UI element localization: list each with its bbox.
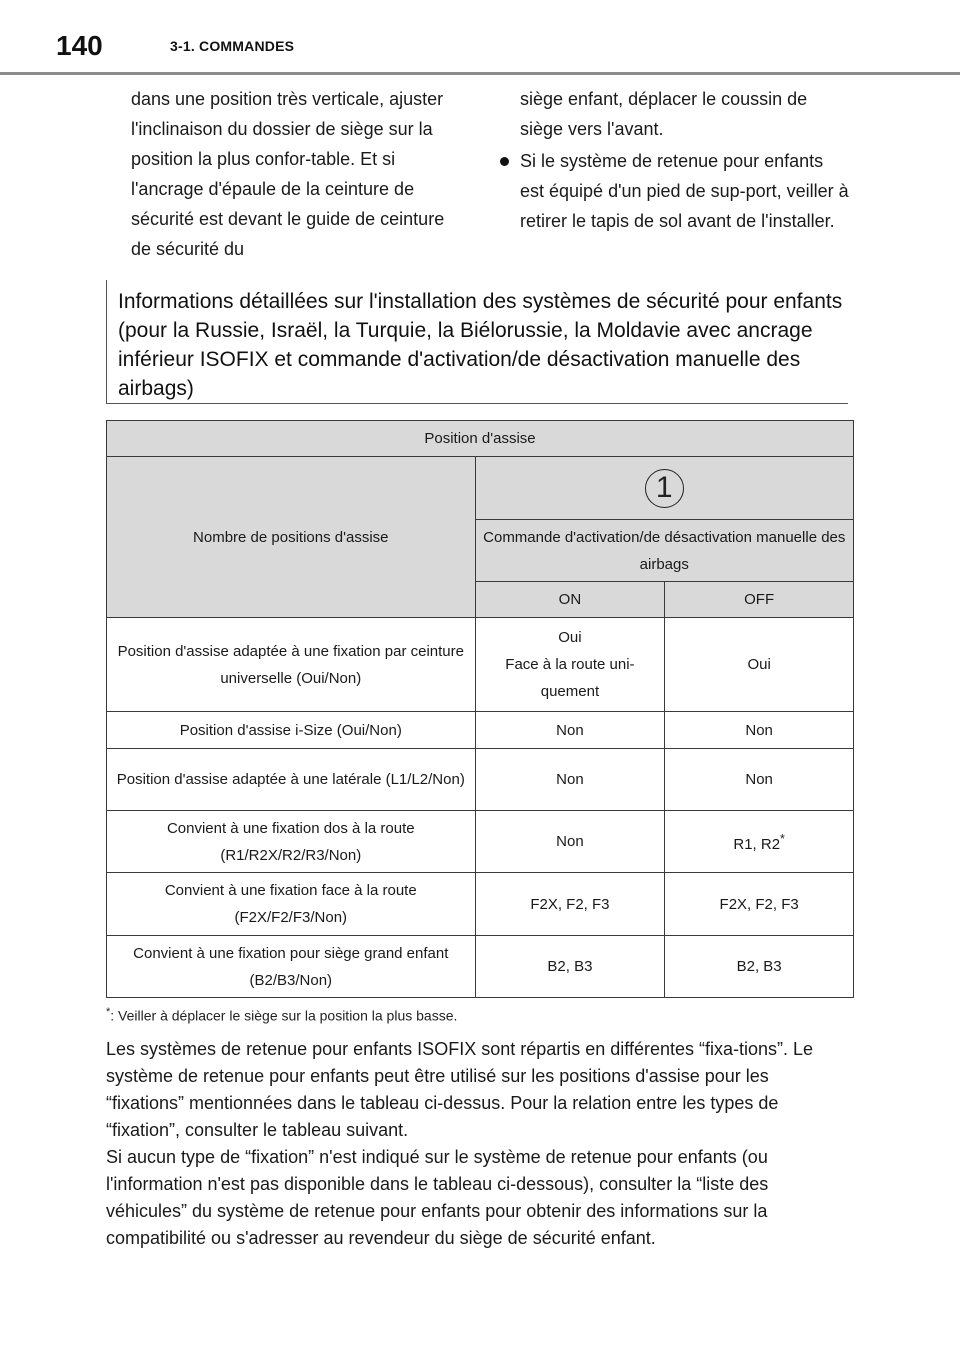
page-number: 140 xyxy=(56,30,103,61)
row-value-off: F2X, F2, F3 xyxy=(665,873,854,936)
page-header xyxy=(0,0,960,76)
footnote-marker: * xyxy=(780,831,785,846)
header-seat-count: Nombre de positions d'assise xyxy=(107,457,476,618)
row-label: Position d'assise adaptée à une fixation par ceinture universelle (Oui/Non) xyxy=(107,618,476,712)
footnote xyxy=(106,1006,457,1024)
header-divider xyxy=(0,72,960,75)
table-row xyxy=(107,873,854,936)
right-column-text: siège enfant, déplacer le coussin de siège vers l'avant. xyxy=(520,89,808,139)
row-value-on xyxy=(475,618,665,712)
row-value-off xyxy=(665,811,854,873)
seat-number-badge: 1 xyxy=(645,469,684,508)
bullet-text: Si le système de retenue pour enfants est équipé d'un pied de sup-port, veiller à retirer le tapis de sol avant de l'installer. xyxy=(520,151,849,231)
table-row xyxy=(107,936,854,998)
row-value-on: Non xyxy=(475,749,665,811)
body-paragraph-2: Si aucun type de “fixation” n'est indiqué sur le système de retenue pour enfants (ou l'information n'est pas disponible dans le tableau ci-dessous), consulter la “liste des véhicules” du système de retenue pour enfants pour obtenir des informations sur la compatibilité ou s'adresser au revendeur du siège de sécurité enfant. xyxy=(106,1147,769,1248)
row-value-off: Non xyxy=(665,749,854,811)
row-label: Convient à une fixation face à la route (F2X/F2/F3/Non) xyxy=(107,873,476,936)
row-value-on: B2, B3 xyxy=(475,936,665,998)
right-column xyxy=(520,84,850,236)
info-box xyxy=(106,280,848,404)
table-row xyxy=(107,712,854,749)
seating-position-table xyxy=(106,420,854,998)
left-column xyxy=(131,84,461,264)
table-row xyxy=(107,618,854,712)
header-seating-position: Position d'assise xyxy=(107,421,854,457)
body-paragraph-1: Les systèmes de retenue pour enfants ISOFIX sont répartis en différentes “fixa-tions”. Le système de retenue pour enfants peut être utilisé sur les positions d'assise pour les “fixations” mentionnées dans le tableau ci-dessus. Pour la relation entre les types de “fixation”, consulter le tableau suivant. xyxy=(106,1039,814,1140)
header-on: ON xyxy=(475,582,665,618)
row-value-off: Oui xyxy=(665,618,854,712)
footnote-text: : Veiller à déplacer le siège sur la position la plus basse. xyxy=(110,1007,458,1024)
row-value-off-text: R1, R2 xyxy=(733,835,781,853)
row-value-on: Non xyxy=(475,712,665,749)
footnote-mark: * xyxy=(106,1006,111,1018)
row-value-on-line1: Oui xyxy=(558,629,582,646)
body-text xyxy=(106,1036,848,1252)
row-label: Convient à une fixation dos à la route (R1/R2X/R2/R3/Non) xyxy=(107,811,476,873)
table-row xyxy=(107,811,854,873)
row-value-off: Non xyxy=(665,712,854,749)
row-label: Convient à une fixation pour siège grand enfant (B2/B3/Non) xyxy=(107,936,476,998)
bullet-icon xyxy=(500,157,509,166)
info-box-title: Informations détaillées sur l'installation des systèmes de sécurité pour enfants (pour la Russie, Israël, la Turquie, la Biélorussie, la Moldavie avec ancrage inférieur ISOFIX et commande d'activation/de désactivation manuelle des airbags) xyxy=(118,290,843,400)
row-label: Position d'assise adaptée à une latérale (L1/L2/Non) xyxy=(107,749,476,811)
header-off: OFF xyxy=(665,582,854,618)
seat-number-cell xyxy=(475,457,853,520)
section-title: 3-1. COMMANDES xyxy=(170,38,295,54)
row-value-on-line2: Face à la route uni-quement xyxy=(505,656,635,700)
row-label: Position d'assise i-Size (Oui/Non) xyxy=(107,712,476,749)
header-airbag-control: Commande d'activation/de désactivation manuelle des airbags xyxy=(475,520,853,582)
row-value-on: F2X, F2, F3 xyxy=(475,873,665,936)
row-value-off: B2, B3 xyxy=(665,936,854,998)
bullet-item xyxy=(520,146,850,236)
row-value-on: Non xyxy=(475,811,665,873)
left-column-text: dans une position très verticale, ajuster l'inclinaison du dossier de siège sur la position la plus confor-table. Et si l'ancrage d'épaule de la ceinture de sécurité est devant le guide de ceinture de sécurité du xyxy=(131,89,445,259)
table-row xyxy=(107,749,854,811)
